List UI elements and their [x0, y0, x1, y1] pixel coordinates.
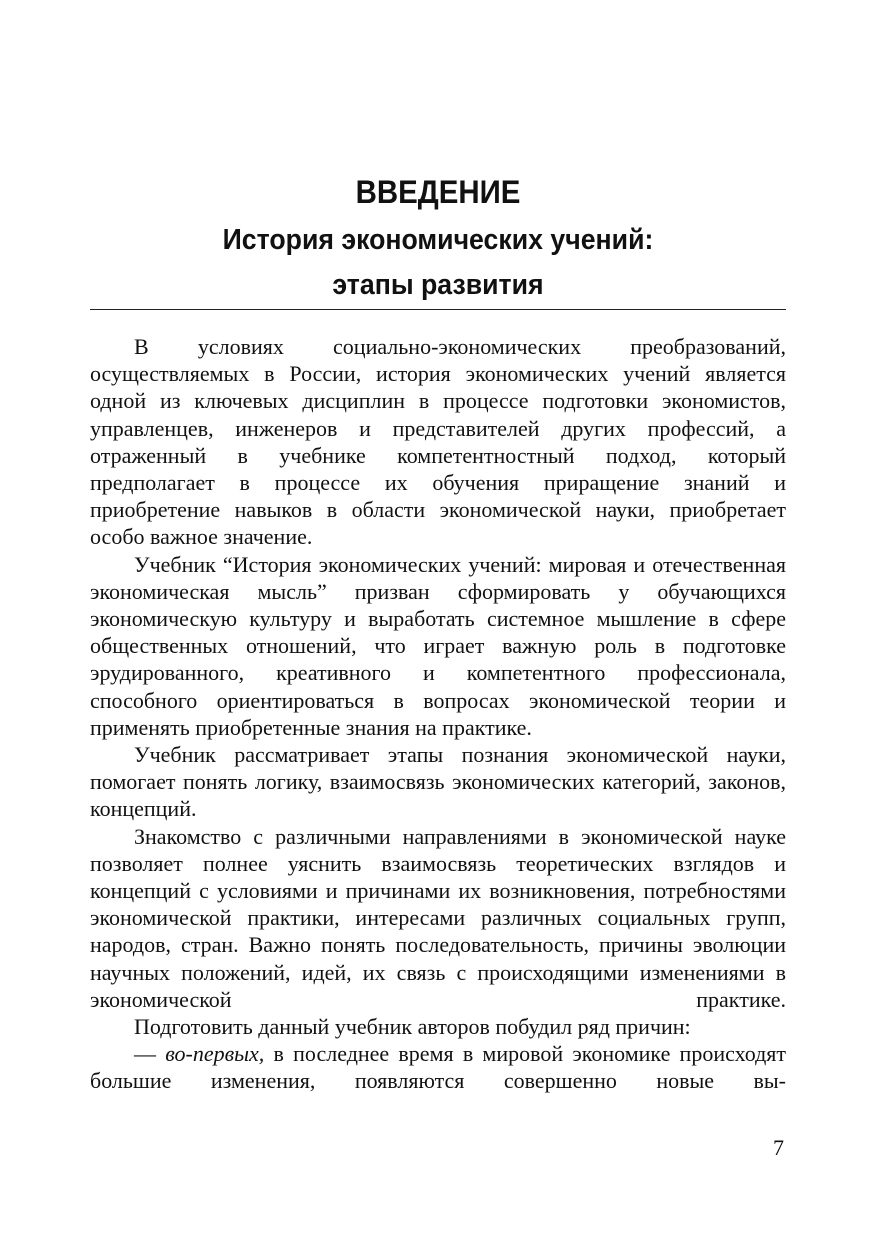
chapter-title: ВВЕДЕНИЕ [355, 174, 521, 210]
paragraph: Знакомство с различными направлениями в экономической науке позволяет полнее уяснить взаимосвязь теоретических взглядов и концепций с условиями и причинами их возникновения, потребностями экономической практики, интересами различных социальных групп, народов, стран. Важно понять последовательность, причины эволюции научных положений, идей, их связь с происходящими изменениями в экономической практике. [90, 823, 786, 1012]
paragraph: В условиях социально-экономических преобразований, осуществляемых в России, история экономических учений является одной из ключевых дисциплин в процессе подготовки экономистов, управленцев, инженеров и представителей других профессий, а отраженный в учебнике компетентностный подход, который предполагает в процессе их обучения приращение знаний и приобретение навыков в области экономической науки, приобретает особо важное значение. [90, 334, 786, 550]
list-dash: — [134, 1041, 156, 1067]
chapter-subtitle-line-2: этапы развития [332, 269, 544, 301]
heading-divider [90, 309, 786, 310]
paragraph: Подготовить данный учебник авторов побудил ряд причин: [134, 1014, 691, 1040]
page-number: 7 [773, 1135, 784, 1160]
body-text [90, 333, 786, 1095]
paragraph: Учебник “История экономических учений: мировая и отечественная экономическая мысль” призван сформировать у обучающихся экономическую культуру и выработать системное мышление в сфере общественных отношений, что играет важную роль в подготовке эрудированного, креативного и компетентного профессионала, способного ориентироваться в вопросах экономической теории и применять приобретенные знания на практике. [90, 551, 786, 740]
list-emphasis: во-первых, [165, 1041, 265, 1067]
chapter-subtitle-line-1: История экономических учений: [222, 224, 654, 256]
list-item-text: в последнее время в мировой экономике происходят большие изменения, появляются совершенно новые вы- [90, 1041, 787, 1094]
paragraph: Учебник рассматривает этапы познания экономической науки, помогает понять логику, взаимосвязь экономических категорий, законов, концепций. [90, 742, 786, 822]
list-item [90, 1040, 786, 1094]
